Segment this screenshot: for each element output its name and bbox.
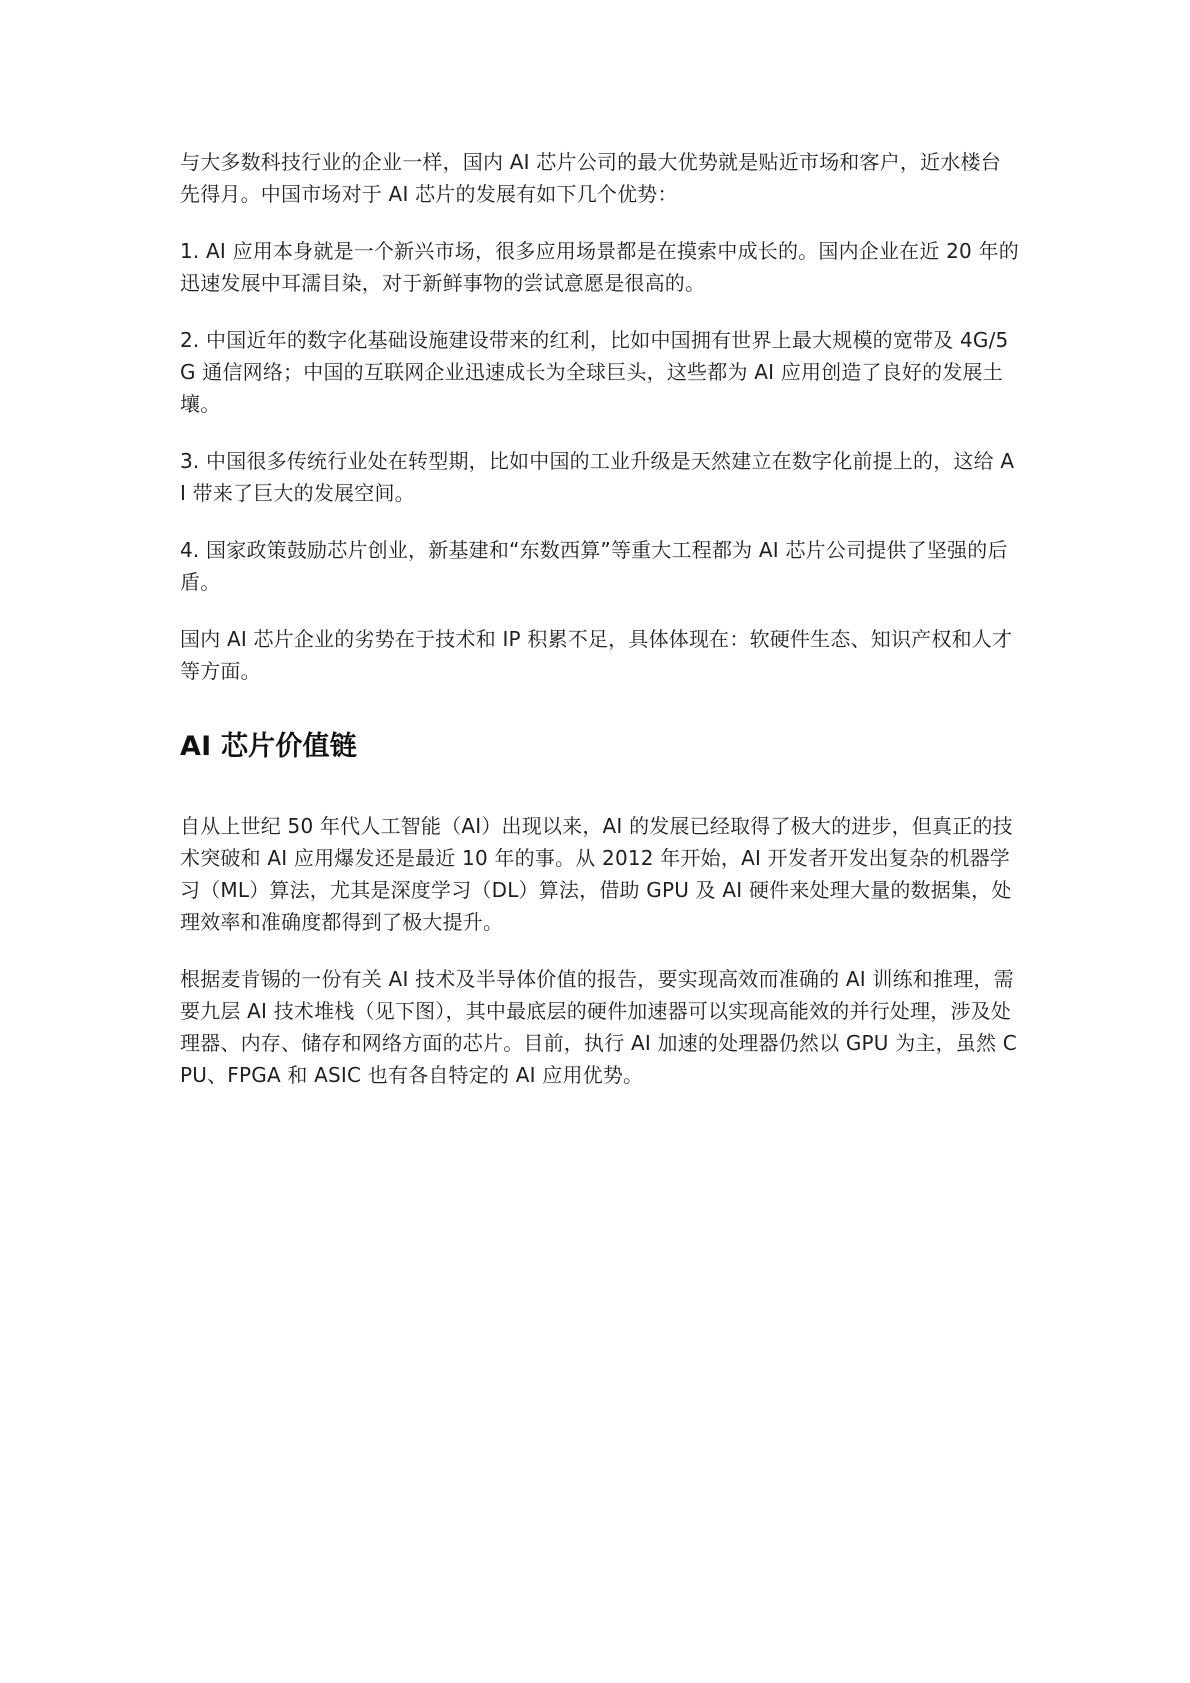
disadvantage-paragraph: 国内 AI 芯片企业的劣势在于技术和 IP 积累不足，具体体现在：软硬件生态、知识产权和人才等方面。 xyxy=(180,627,1013,683)
section-paragraph-2: 根据麦肯锡的一份有关 AI 技术及半导体价值的报告，要实现高效而准确的 AI 训练和推理，需要九层 AI 技术堆栈（见下图），其中最底层的硬件加速器可以实现高能效的并行处理，涉及处理器、内存、储存和网络方面的芯片。目前，执行 AI 加速的处理器仍然以 GPU 为主，虽然 CPU、FPGA 和 ASIC 也有各自特定的 AI 应用优势。 xyxy=(180,967,1017,1087)
advantage-item-4: 4. 国家政策鼓励芯片创业，新基建和“东数西算”等重大工程都为 AI 芯片公司提供了坚强的后盾。 xyxy=(180,538,1008,594)
section-paragraph-1: 自从上世纪 50 年代人工智能（AI）出现以来，AI 的发展已经取得了极大的进步，但真正的技术突破和 AI 应用爆发还是最近 10 年的事。从 2012 年开始，AI 开发者开发出复杂的机器学习（ML）算法，尤其是深度学习（DL）算法，借助 GPU 及 AI 硬件来处理大量的数据集，处理效率和准确度都得到了极大提升。 xyxy=(180,814,1013,934)
section-heading: AI 芯片价值链 xyxy=(180,731,357,762)
document-body xyxy=(180,146,1020,1116)
intro-paragraph: 与大多数科技行业的企业一样，国内 AI 芯片公司的最大优势就是贴近市场和客户，近水楼台先得月。中国市场对于 AI 芯片的发展有如下几个优势： xyxy=(180,150,1001,206)
advantage-item-1: 1. AI 应用本身就是一个新兴市场，很多应用场景都是在摸索中成长的。国内企业在近 20 年的迅速发展中耳濡目染，对于新鲜事物的尝试意愿是很高的。 xyxy=(180,239,1019,295)
advantage-item-2: 2. 中国近年的数字化基础设施建设带来的红利，比如中国拥有世界上最大规模的宽带及 4G/5G 通信网络；中国的互联网企业迅速成长为全球巨头，这些都为 AI 应用创造了良好的发展土壤。 xyxy=(180,328,1009,416)
advantage-item-3: 3. 中国很多传统行业处在转型期，比如中国的工业升级是天然建立在数字化前提上的，这给 AI 带来了巨大的发展空间。 xyxy=(180,449,1015,505)
